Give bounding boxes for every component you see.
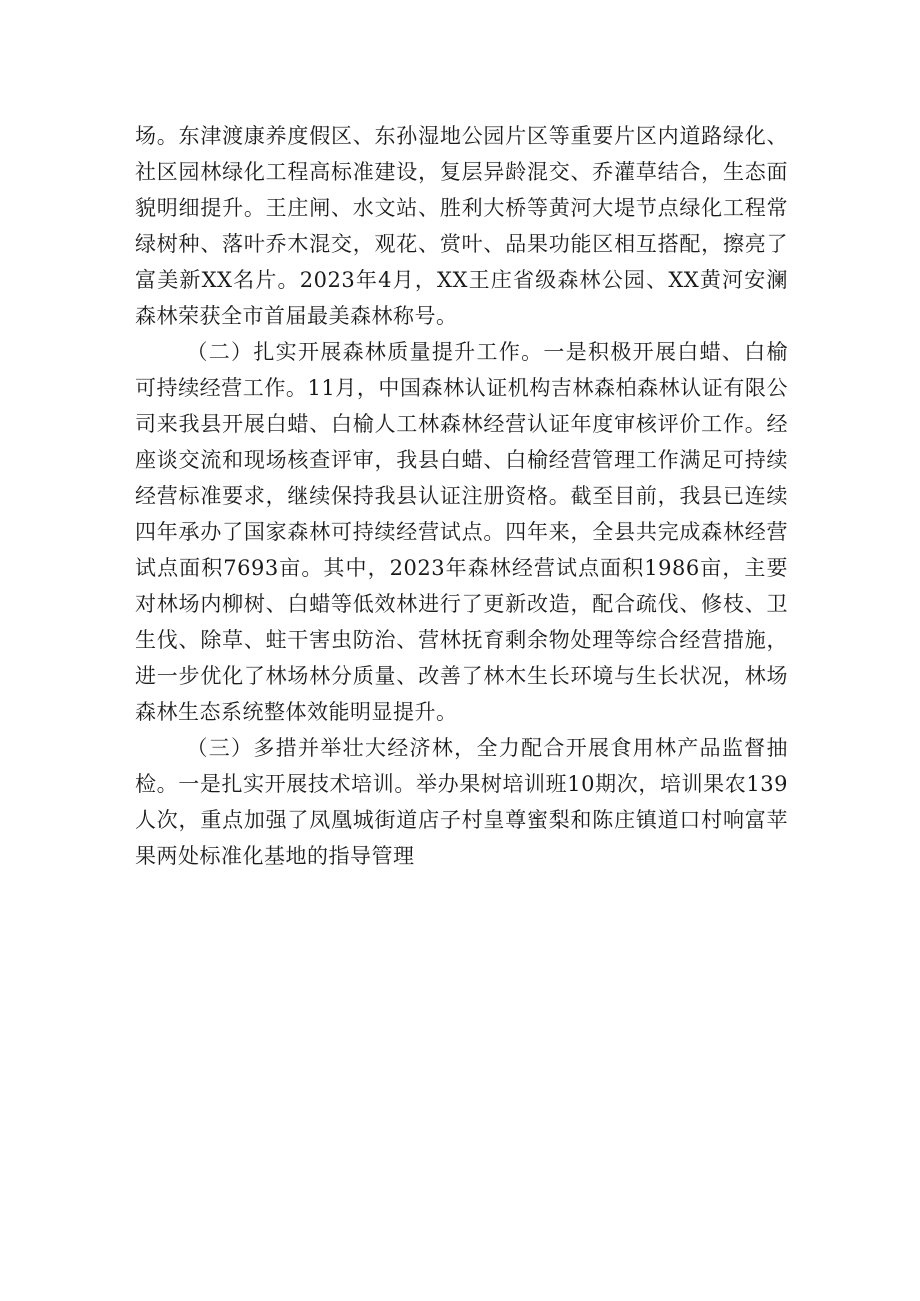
paragraph-greening-projects: 场。东津渡康养度假区、东孙湿地公园片区等重要片区内道路绿化、社区园林绿化工程高标准建设，复层异龄混交、乔灌草结合，生态面貌明细提升。王庄闸、水文站、胜利大桥等黄河大堤节点绿化工程常绿树种、落叶乔木混交，观花、赏叶、品果功能区相互搭配，擦亮了富美新XX名片。2023年4月，XX王庄省级森林公园、XX黄河安澜森林荣获全市首届最美森林称号。 xyxy=(135,124,788,328)
document-body xyxy=(135,118,788,874)
paragraph-forest-quality: （二）扎实开展森林质量提升工作。一是积极开展白蜡、白榆可持续经营工作。11月，中国森林认证机构吉林森柏森林认证有限公司来我县开展白蜡、白榆人工林森林经营认证年度审核评价工作。经座谈交流和现场核查评审，我县白蜡、白榆经营管理工作满足可持续经营标准要求，继续保持我县认证注册资格。截至目前，我县已连续四年承办了国家森林可持续经营试点。四年来，全县共完成森林经营试点面积7693亩。其中，2023年森林经营试点面积1986亩，主要对林场内柳树、白蜡等低效林进行了更新改造，配合疏伐、修枝、卫生伐、除草、蛀干害虫防治、营林抚育剩余物处理等综合经营措施，进一步优化了林场林分质量、改善了林木生长环境与生长状况，林场森林生态系统整体效能明显提升。 xyxy=(135,340,788,724)
paragraph-economic-forest: （三）多措并举壮大经济林，全力配合开展食用林产品监督抽检。一是扎实开展技术培训。举办果树培训班10期次，培训果农139人次，重点加强了凤凰城街道店子村皇尊蜜梨和陈庄镇道口村响富苹果两处标准化基地的指导管理 xyxy=(135,736,788,868)
